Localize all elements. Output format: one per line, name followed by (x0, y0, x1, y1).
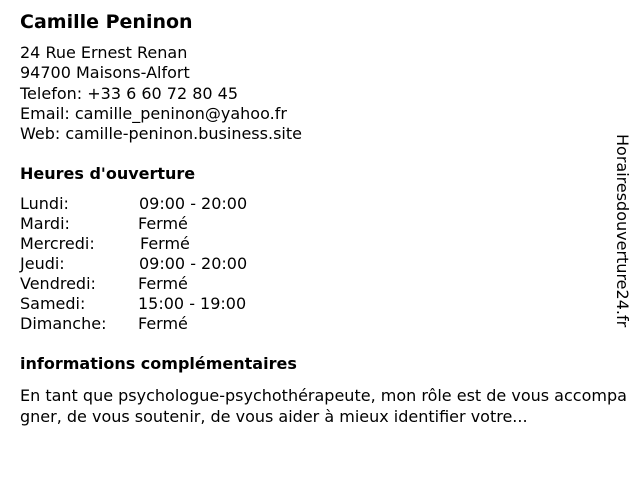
contact-block (20, 43, 302, 144)
day-label: Mardi: (20, 214, 70, 233)
day-hours: Fermé (140, 234, 190, 253)
business-name: Camille Peninon (20, 11, 193, 33)
day-label: Jeudi: (20, 254, 65, 273)
info-description: En tant que psychologue-psychothérapeute, mon rôle est de vous accompagner, de vous soutenir, de vous aider à mieux identifier votre... (20, 386, 627, 426)
day-hours: 09:00 - 20:00 (139, 194, 248, 213)
day-hours: Fermé (138, 314, 188, 333)
web-line: Web: camille-peninon.business.site (20, 124, 302, 144)
day-label: Lundi: (20, 194, 69, 213)
info-heading: informations complémentaires (20, 354, 297, 373)
hours-heading: Heures d'ouverture (20, 164, 196, 183)
address-line-street: 24 Rue Ernest Renan (20, 43, 188, 62)
day-label: Dimanche: (20, 314, 107, 333)
phone-line: Telefon: +33 6 60 72 80 45 (20, 83, 239, 103)
day-hours: 15:00 - 19:00 (138, 294, 247, 313)
day-hours: 09:00 - 20:00 (139, 254, 248, 273)
address-line-city: 94700 Maisons-Alfort (20, 63, 190, 83)
day-hours: Fermé (138, 214, 188, 233)
day-label: Samedi: (20, 294, 86, 313)
day-label: Mercredi: (20, 234, 95, 253)
day-hours: Fermé (138, 274, 188, 293)
day-label: Vendredi: (20, 274, 96, 293)
site-watermark: Horairesdouverture24.fr (613, 134, 632, 328)
email-line: Email: camille_peninon@yahoo.fr (20, 103, 287, 123)
